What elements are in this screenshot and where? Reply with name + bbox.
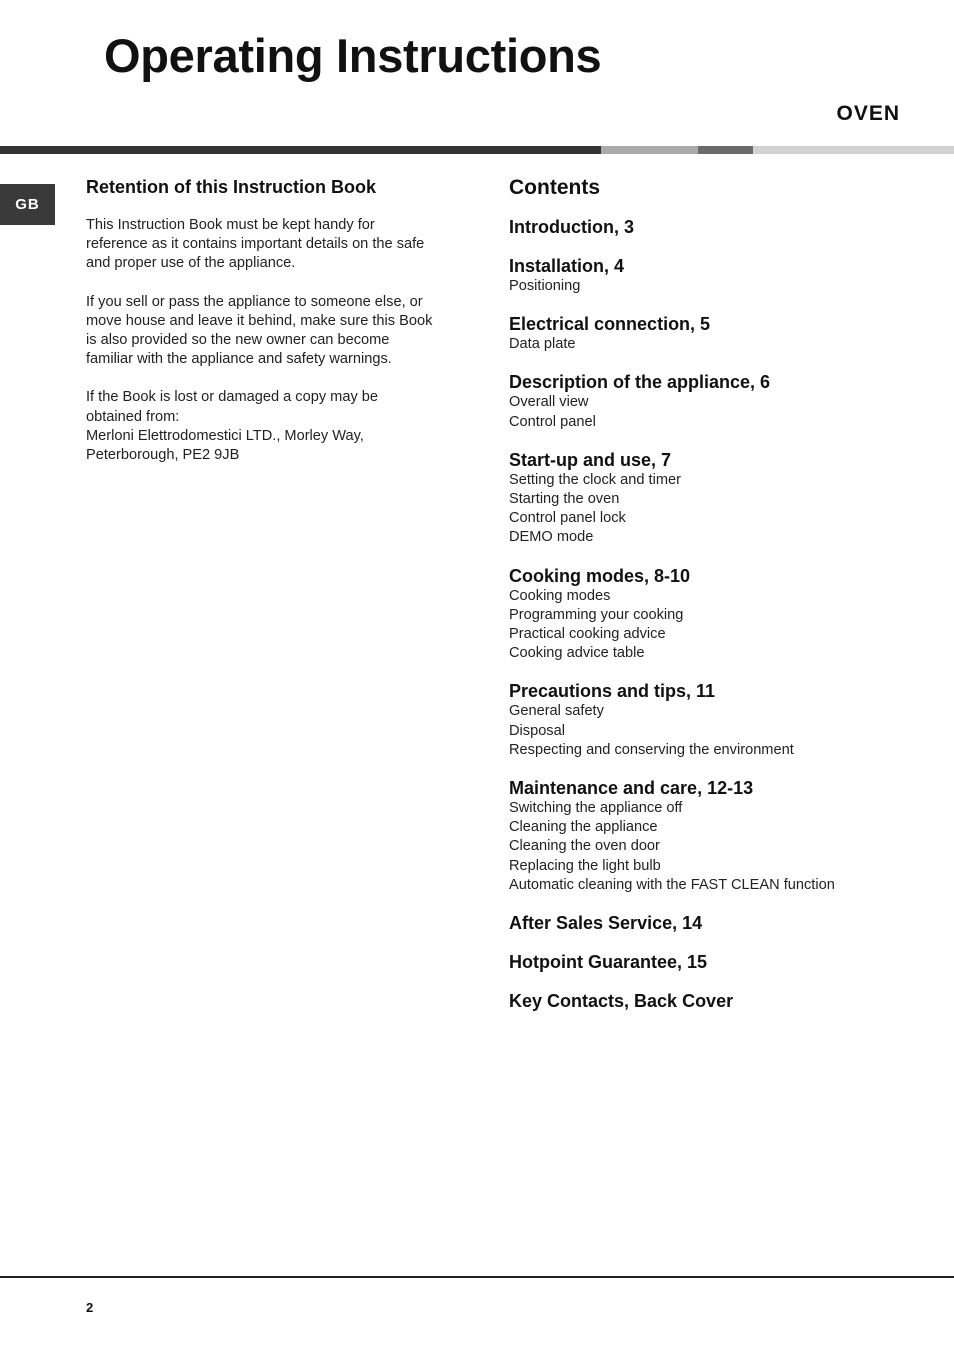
contents-heading: Contents — [509, 176, 600, 199]
header-stripe-light — [601, 146, 698, 154]
toc-entry-title: Description of the appliance, 6 — [509, 372, 771, 393]
toc-subitem: Practical cooking advice — [509, 626, 666, 643]
toc-subitem: Starting the oven — [509, 491, 620, 508]
language-tab: GB — [0, 184, 55, 225]
toc-subitem: Respecting and conserving the environment — [509, 741, 794, 758]
toc-subitem: Cleaning the oven door — [509, 838, 660, 855]
text-line: If the Book is lost or damaged a copy may be — [86, 389, 379, 406]
page-title: Operating Instructions — [104, 29, 602, 82]
toc-entry-title: Key Contacts, Back Cover — [509, 991, 734, 1012]
toc-subitem: Cleaning the appliance — [509, 819, 658, 836]
toc-entry — [509, 777, 929, 895]
toc-list — [509, 216, 929, 1012]
toc-subitem: Disposal — [509, 722, 565, 739]
toc-subitem: General safety — [509, 703, 604, 720]
toc-subitem: Positioning — [509, 278, 581, 294]
toc-entry — [509, 912, 929, 934]
header-stripe-mid — [698, 146, 753, 154]
toc-subitem: Data plate — [509, 336, 576, 353]
text-line: If you sell or pass the appliance to someone else, or — [86, 293, 423, 310]
toc-entry — [509, 255, 929, 296]
text-line: obtained from: — [86, 408, 180, 425]
header-stripe-dark — [0, 146, 601, 154]
toc-entry — [509, 371, 929, 431]
toc-entry — [509, 565, 929, 664]
toc-entry — [509, 990, 929, 1012]
text-line: and proper use of the appliance. — [86, 255, 296, 272]
product-label: OVEN — [836, 102, 900, 125]
toc-entry — [509, 313, 929, 354]
retention-section — [86, 177, 466, 484]
toc-entry — [509, 680, 929, 760]
toc-entry-title: Installation, 4 — [509, 256, 625, 276]
toc-subitem: Cooking modes — [509, 587, 611, 604]
retention-heading: Retention of this Instruction Book — [86, 177, 376, 197]
toc-entry — [509, 951, 929, 973]
retention-paragraph-1 — [86, 216, 466, 274]
text-line: Peterborough, PE2 9JB — [86, 447, 240, 464]
toc-entry-title: Electrical connection, 5 — [509, 314, 711, 335]
toc-entry-title: Start-up and use, 7 — [509, 449, 672, 470]
toc-subitem: Replacing the light bulb — [509, 857, 661, 874]
text-line: reference as it contains important details on the safe — [86, 236, 425, 253]
text-line: move house and leave it behind, make sure this Book — [86, 312, 433, 329]
toc-entry-title: Precautions and tips, 11 — [509, 681, 716, 702]
toc-entry — [509, 216, 929, 238]
toc-entry-title: Cooking modes, 8-10 — [509, 565, 691, 586]
text-line: This Instruction Book must be kept handy for — [86, 217, 375, 233]
contents-section — [509, 176, 929, 1029]
toc-subitem: Control panel lock — [509, 510, 626, 527]
toc-entry-title: After Sales Service, 14 — [509, 913, 703, 934]
toc-subitem: Automatic cleaning with the FAST CLEAN function — [509, 876, 835, 893]
toc-subitem: DEMO mode — [509, 529, 594, 546]
toc-subitem: Control panel — [509, 413, 596, 430]
toc-entry — [509, 449, 929, 548]
text-line: is also provided so the new owner can become — [86, 332, 390, 349]
footer-rule — [0, 1276, 954, 1278]
retention-paragraph-2 — [86, 293, 466, 370]
header-stripe-pale — [753, 146, 954, 154]
text-line: familiar with the appliance and safety warnings. — [86, 351, 392, 368]
toc-subitem: Cooking advice table — [509, 645, 645, 662]
toc-entry-title: Hotpoint Guarantee, 15 — [509, 952, 708, 973]
toc-entry-title: Maintenance and care, 12-13 — [509, 778, 754, 799]
page-number: 2 — [86, 1300, 94, 1315]
text-line: Merloni Elettrodomestici LTD., Morley Way, — [86, 427, 364, 444]
retention-paragraph-3 — [86, 388, 466, 465]
toc-subitem: Programming your cooking — [509, 606, 684, 623]
toc-entry-title: Introduction, 3 — [509, 217, 634, 237]
toc-subitem: Setting the clock and timer — [509, 471, 681, 488]
toc-subitem: Switching the appliance off — [509, 800, 683, 817]
toc-subitem: Overall view — [509, 394, 589, 411]
